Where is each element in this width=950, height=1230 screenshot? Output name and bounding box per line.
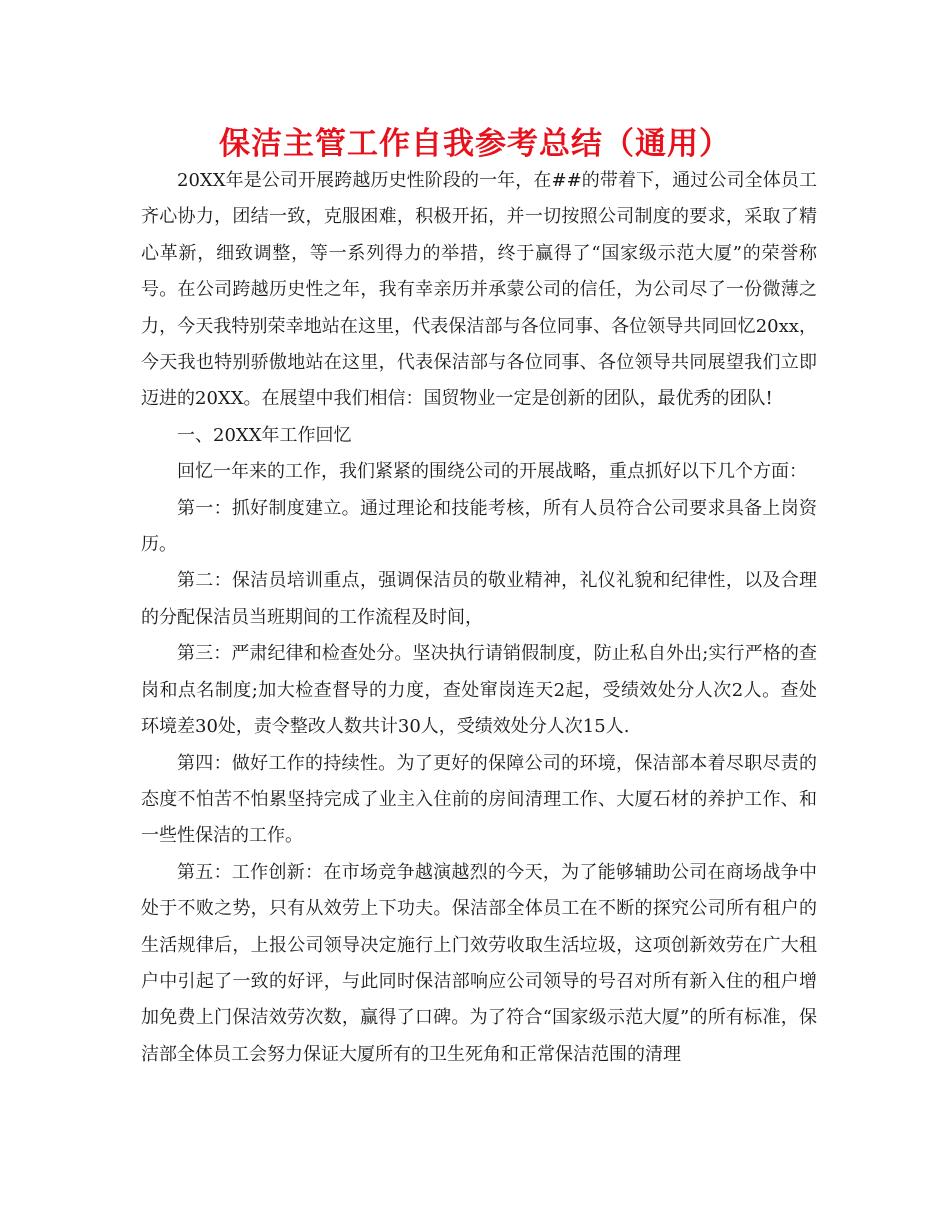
- section-heading-review: 一、20XX年工作回忆: [177, 424, 352, 446]
- paragraph-review-overview: 回忆一年来的工作，我们紧紧的围绕公司的开展战略，重点抓好以下几个方面：: [177, 461, 807, 483]
- paragraph-point-three: 第三：严肃纪律和检查处分。坚决执行请销假制度，防止私自外出;实行严格的查岗和点名制度;加大检查督导的力度，查处窜岗连天2起，受绩效处分人次2人。查处环境差30处，责令整改人数共计30人，受绩效处分人次15人.: [141, 643, 817, 738]
- paragraph-intro: 20XX年是公司开展跨越历史性阶段的一年，在##的带着下，通过公司全体员工齐心协力，团结一致，克服困难，积极开拓，并一切按照公司制度的要求，采取了精心革新，细致调整，等一系列得力的举措，终于赢得了“国家级示范大厦”的荣誉称号。在公司跨越历史性之年，我有幸亲历并承蒙公司的信任，为公司尽了一份微薄之力，今天我特别荣幸地站在这里，代表保洁部与各位同事、各位领导共同回忆20xx，今天我也特别骄傲地站在这里，代表保洁部与各位同事、各位领导共同展望我们立即迈进的20XX。在展望中我们相信：国贸物业一定是创新的团队，最优秀的团队!: [141, 170, 817, 410]
- paragraph-point-two: 第二：保洁员培训重点，强调保洁员的敬业精神，礼仪礼貌和纪律性，以及合理的分配保洁员当班期间的工作流程及时间，: [141, 570, 817, 628]
- paragraph-point-one: 第一：抓好制度建立。通过理论和技能考核，所有人员符合公司要求具备上岗资历。: [141, 497, 817, 556]
- document-title: 保洁主管工作自我参考总结（通用）: [219, 126, 731, 162]
- paragraph-point-four: 第四：做好工作的持续性。为了更好的保障公司的环境，保洁部本着尽职尽责的态度不怕苦不怕累坚持完成了业主入住前的房间清理工作、大厦石材的养护工作、和一些性保洁的工作。: [141, 752, 817, 847]
- document-body: [141, 163, 817, 1073]
- paragraph-point-five: 第五：工作创新：在市场竞争越演越烈的今天，为了能够辅助公司在商场战争中处于不败之势，只有从效劳上下功夫。保洁部全体员工在不断的探究公司所有租户的生活规律后，上报公司领导决定施行上门效劳收取生活垃圾，这项创新效劳在广大租户中引起了一致的好评，与此同时保洁部响应公司领导的号召对所有新入住的租户增加免费上门保洁效劳次数，赢得了口碑。为了符合“国家级示范大厦”的所有标准，保洁部全体员工会努力保证大厦所有的卫生死角和正常保洁范围的清理: [141, 861, 817, 1065]
